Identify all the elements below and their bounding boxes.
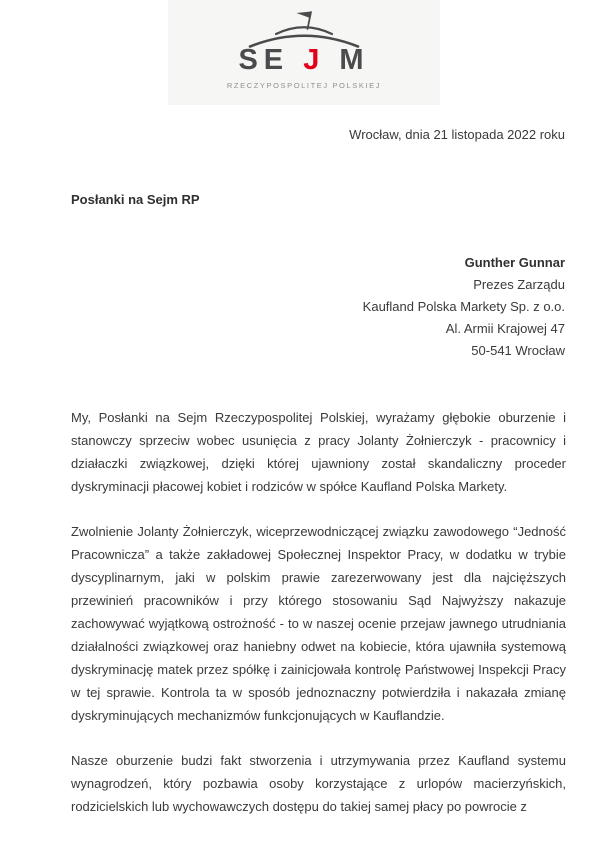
recipient-block [363, 252, 565, 362]
wordmark-j-red: J [303, 44, 326, 76]
recipient-city: 50-541 Wrocław [471, 343, 565, 358]
sejm-wordmark [238, 44, 369, 76]
recipient-name: Gunther Gunnar [464, 255, 565, 270]
wordmark-m: M [339, 44, 370, 76]
sejm-logo [168, 0, 440, 105]
recipient-company: Kaufland Polska Markety Sp. z o.o. [362, 299, 565, 314]
paragraph-2: Zwolnienie Jolanty Żołnierczyk, wiceprzewodniczącej związku zawodowego “Jedność Pracownicza” a także zakładowej Społecznej Inspektor Pracy, w dodatku w trybie dyscyplinarnym, jaki w polskim prawie zarezerwowany jest dla najcięższych przewinień pracowników i przy którego stosowaniu Sąd Najwyższy nakazuje zachowywać wyjątkową ostrożność - to w naszej ocenie przejaw jawnego utrudniania działalności związkowej oraz haniebny odwet na kobiecie, która ujawniła systemową dyskryminację matek przez spółkę i zainicjowała kontrolę Państwowej Inspekcji Pracy w tej sprawie. Kontrola ta w sposób jednoznaczny potwierdziła i nakazała zmianę dyskryminujących mechanizmów funkcjonujących w Kauflandzie. [71, 524, 566, 723]
paragraph-1: My, Posłanki na Sejm Rzeczypospolitej Polskiej, wyrażamy głębokie oburzenie i stanowczy sprzeciw wobec usunięcia z pracy Jolanty Żołnierczyk - pracownicy i działaczki związkowej, dzięki której ujawniony został skandaliczny proceder dyskryminacji płacowej kobiet i rodziców w spółce Kaufland Polska Markety. [71, 410, 566, 494]
sender-heading: Posłanki na Sejm RP [71, 192, 200, 207]
logo-subtitle: RZECZYPOSPOLITEJ POLSKIEJ [226, 81, 382, 90]
sejm-logo-graphic [168, 0, 440, 105]
letter-body [71, 406, 566, 818]
recipient-role: Prezes Zarządu [473, 277, 565, 292]
paragraph-3: Nasze oburzenie budzi fakt stworzenia i utrzymywania przez Kaufland systemu wynagrodzeń, który pozbawia osoby korzystające z urlopów macierzyńskich, rodzicielskich lub wychowawczych dostępu do takiej samej płacy po powrocie z [71, 753, 566, 814]
recipient-street: Al. Armii Krajowej 47 [445, 321, 565, 336]
date-line: Wrocław, dnia 21 listopada 2022 roku [349, 127, 565, 142]
wordmark-se: SE [238, 44, 290, 76]
